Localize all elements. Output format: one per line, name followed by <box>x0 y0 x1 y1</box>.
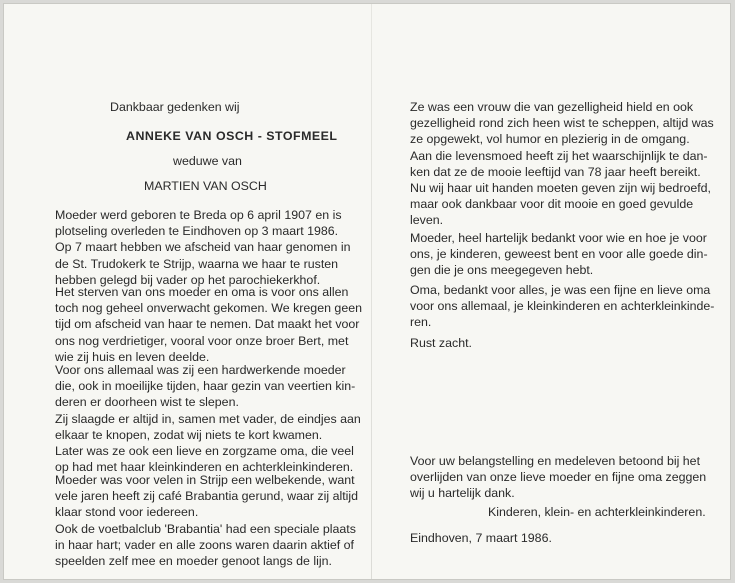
right-paragraph-4: Oma, bedankt voor alles, je was een fijne en lieve oma voor ons allemaal, je kleinkinderen en achterkleinkinde- ren. <box>410 283 715 330</box>
left-paragraph-3: Voor ons allemaal was zij een hardwerkende moeder die, ook in moeilijke tijden, haar gezin van veertien kin- deren er doorheen wist te slepen. Zij slaagde er altijd in, samen met vader, de eindjes aan elkaar te knopen, zodat wij niets te kort kwamen. Later was ze ook een lieve en zorgzame oma, die veel op had met haar kleinkinderen en achterkleinkinderen. <box>55 363 361 475</box>
right-paragraph-2: Nu wij haar uit handen moeten geven zijn wij bedroefd, maar ook dankbaar voor dit mooie en goed gevulde leven. <box>410 181 711 228</box>
left-paragraph-1: Moeder werd geboren te Breda op 6 april 1907 en is plotseling overleden te Eindhoven op 3 maart 1986. Op 7 maart hebben we afscheid van haar genomen in de St. Trudokerk te Strijp, waarna we haar te rusten hebben gelegd bij vader op het parochiekerkhof. <box>55 208 351 287</box>
right-paragraph-1: Ze was een vrouw die van gezelligheid hield en ook gezelligheid rond zich heen wist te scheppen, altijd was ze opgewekt, vol humor en plezierig in de omgang. Aan die levensmoed heeft zij het waarschijnlijk te dan- ken dat ze de mooie leeftijd van 78 jaar heeft bereikt. <box>410 100 714 179</box>
left-paragraph-2: Het sterven van ons moeder en oma is voor ons allen toch nog geheel onverwacht gekomen. We kregen geen tijd om afscheid van haar te nemen. Dat maakt het voor ons nog verdrietiger, vooral voor onze broer Bert, met wie zij huis en leven deelde. <box>55 285 362 364</box>
deceased-name: ANNEKE VAN OSCH - STOFMEEL <box>126 129 338 143</box>
right-paragraph-3: Moeder, heel hartelijk bedankt voor wie en hoe je voor ons, je kinderen, geweest bent en voor alle goede din- gen die je ons meegegeven hebt. <box>410 231 708 278</box>
left-paragraph-4: Moeder was voor velen in Strijp een welbekende, want vele jaren heeft zij café Brabantia gerund, waar zij altijd klaar stond voor iedereen. Ook de voetbalclub 'Brabantia' had een speciale plaats in haar hart; vader en alle zoons waren daarin aktief of speelden zelf mee en moeder genoot langs de lijn. <box>55 473 359 569</box>
place-date: Eindhoven, 7 maart 1986. <box>410 531 552 545</box>
widow-label: weduwe van <box>173 154 242 168</box>
thanks-paragraph: Voor uw belangstelling en medeleven betoond bij het overlijden van onze lieve moeder en fijne oma zeggen wij u hartelijk dank. <box>410 454 707 501</box>
fold-line <box>371 4 372 579</box>
intro-text: Dankbaar gedenken wij <box>110 100 240 114</box>
closing-text: Rust zacht. <box>410 336 472 350</box>
signature-text: Kinderen, klein- en achterkleinkinderen. <box>488 505 706 519</box>
husband-name: MARTIEN VAN OSCH <box>144 179 267 193</box>
